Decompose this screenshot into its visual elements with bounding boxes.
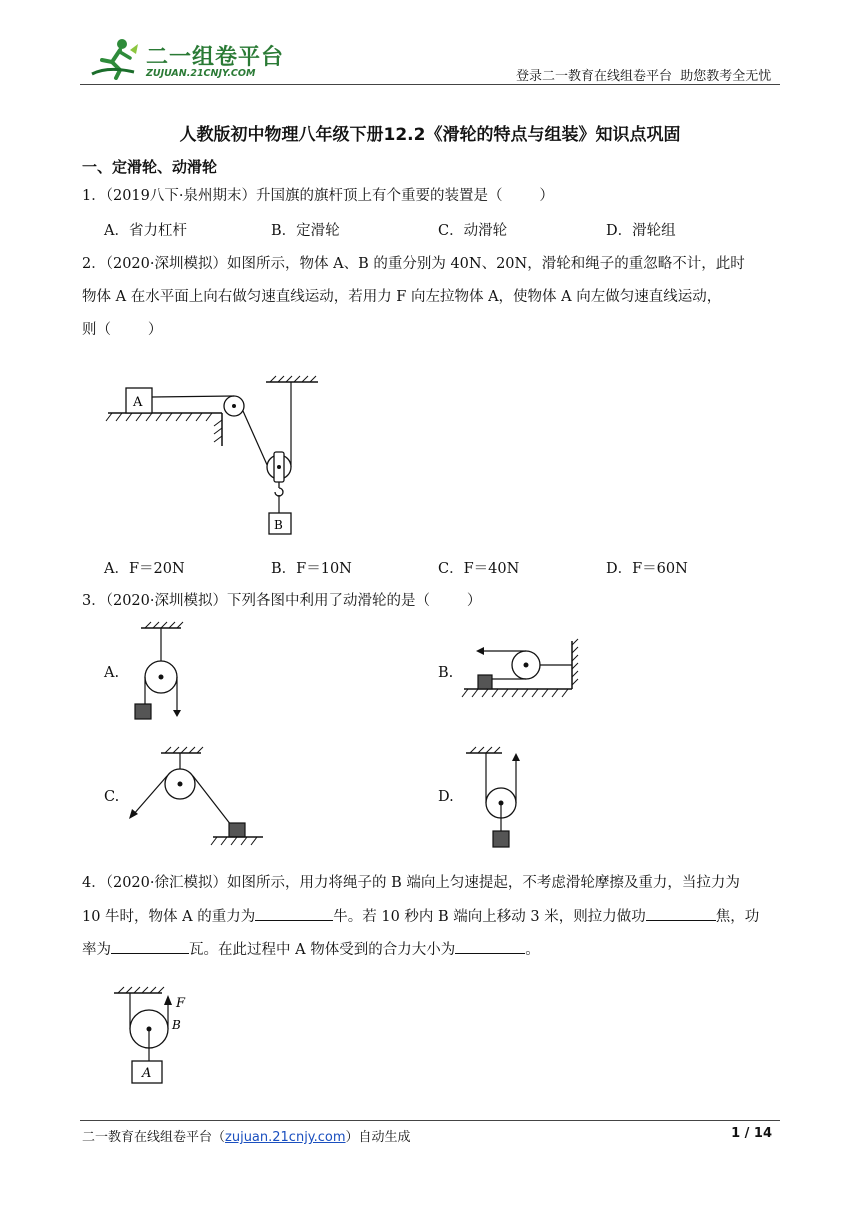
q3-label-b: B. bbox=[438, 665, 454, 681]
q2-option-b: B．F＝10N bbox=[271, 561, 352, 577]
question-2-line3: 则（ ） bbox=[82, 322, 163, 338]
q1-option-d: D．滑轮组 bbox=[606, 223, 676, 239]
q1-option-b: B．定滑轮 bbox=[271, 223, 340, 239]
q4-blank-net-force[interactable] bbox=[455, 939, 525, 954]
q3-label-d: D. bbox=[438, 789, 454, 805]
q1-option-a: A．省力杠杆 bbox=[104, 223, 187, 239]
q4-line2-part3: 焦，功 bbox=[715, 909, 760, 925]
header-rule bbox=[80, 84, 780, 85]
header bbox=[0, 0, 860, 90]
question-2-line1: 2．（2020·深圳模拟）如图所示，物体 A、B 的重分别为 40N、20N，滑轮和绳子的重忽略不计，此时 bbox=[82, 256, 745, 272]
footer-link[interactable]: zujuan.21cnjy.com bbox=[225, 1130, 346, 1145]
q2-label-b: B bbox=[274, 518, 283, 532]
q4-blank-gravity[interactable] bbox=[255, 906, 333, 921]
q4-label-a: A bbox=[142, 1066, 152, 1081]
footer-rule bbox=[80, 1120, 780, 1121]
q4-line3-part3: 。 bbox=[525, 942, 540, 958]
q4-blank-work[interactable] bbox=[646, 906, 716, 921]
q4-line2-part2: 牛。若 10 秒内 B 端向上移动 3 米，则拉力做功 bbox=[333, 909, 646, 925]
q3-figure-a bbox=[125, 620, 195, 725]
logo-name: 二一组卷平台 bbox=[146, 45, 285, 70]
question-1-stem: 1．（2019八下·泉州期末）升国旗的旗杆顶上有个重要的装置是（ ） bbox=[82, 188, 554, 204]
q4-label-b: B bbox=[172, 1018, 181, 1032]
footer-left bbox=[82, 1126, 411, 1145]
q4-label-f: F bbox=[176, 996, 186, 1011]
q4-line3-part1: 率为 bbox=[82, 942, 111, 958]
q3-figure-c bbox=[125, 745, 270, 850]
footer-prefix: 二一教育在线组卷平台（ bbox=[82, 1130, 226, 1145]
q2-option-a: A．F＝20N bbox=[104, 561, 185, 577]
page-number: 1 / 14 bbox=[731, 1126, 772, 1141]
question-4-line2 bbox=[82, 906, 759, 927]
question-3-stem: 3．（2020·深圳模拟）下列各图中利用了动滑轮的是（ ） bbox=[82, 593, 482, 609]
logo-url: ZUJUAN.21CNJY.COM bbox=[146, 68, 256, 79]
q2-pulley-diagram bbox=[100, 370, 330, 540]
question-4-line3 bbox=[82, 939, 540, 960]
q2-label-a: A bbox=[133, 395, 143, 410]
q1-option-c: C．动滑轮 bbox=[438, 223, 508, 239]
page-title: 人教版初中物理八年级下册12.2《滑轮的特点与组装》知识点巩固 bbox=[179, 125, 681, 145]
q2-option-c: C．F＝40N bbox=[438, 561, 520, 577]
question-4-line1: 4．（2020·徐汇模拟）如图所示，用力将绳子的 B 端向上匀速提起，不考虑滑轮摩擦及重力，当拉力为 bbox=[82, 875, 740, 891]
q4-pulley-diagram bbox=[110, 985, 200, 1087]
q4-line3-part2: 瓦。在此过程中 A 物体受到的合力大小为 bbox=[189, 942, 456, 958]
question-2-line2: 物体 A 在水平面上向右做匀速直线运动，若用力 F 向左拉物体 A，使物体 A 向左做匀速直线运动， bbox=[82, 289, 722, 305]
footer-suffix: ）自动生成 bbox=[345, 1130, 411, 1145]
q3-figure-b bbox=[460, 635, 585, 705]
logo-runner-icon bbox=[90, 38, 140, 80]
q2-option-d: D．F＝60N bbox=[606, 561, 688, 577]
header-slogan: 登录二一教育在线组卷平台 助您教考全无忧 bbox=[516, 69, 772, 84]
q3-label-c: C. bbox=[104, 789, 120, 805]
q3-figure-d bbox=[460, 745, 530, 855]
q4-line2-part1: 10 牛时，物体 A 的重力为 bbox=[82, 909, 256, 925]
q4-blank-power[interactable] bbox=[111, 939, 189, 954]
section-heading: 一、定滑轮、动滑轮 bbox=[82, 158, 218, 176]
q3-label-a: A. bbox=[104, 665, 120, 681]
